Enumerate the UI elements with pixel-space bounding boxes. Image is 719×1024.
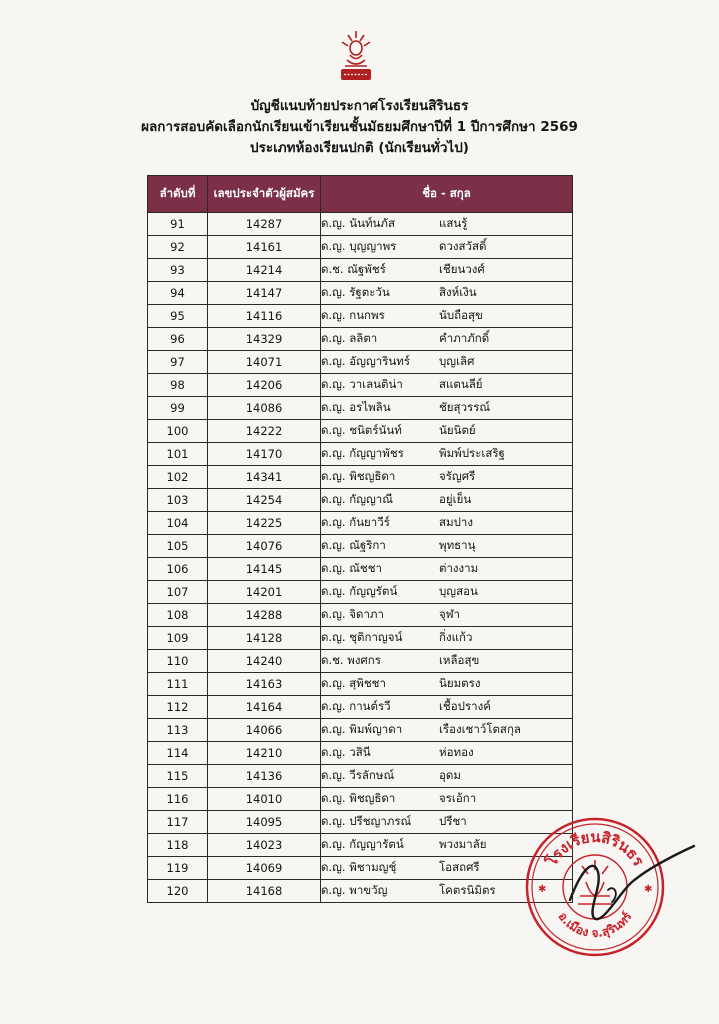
row-applicant-id-cell: 14168: [208, 880, 321, 903]
student-first-name: ด.ญ. วสินี: [321, 745, 371, 759]
student-first-name: ด.ญ. ชุติกาญจน์: [321, 630, 403, 644]
table-row: [148, 351, 573, 374]
row-order-cell: 104: [148, 512, 208, 535]
row-applicant-id-cell: 14128: [208, 627, 321, 650]
row-name-cell: [321, 696, 573, 719]
student-last-name: ดวงสวัสดิ์: [439, 239, 487, 253]
row-applicant-id-cell: 14076: [208, 535, 321, 558]
row-name-cell: [321, 374, 573, 397]
student-first-name: ด.ญ. กันยาวีร์: [321, 515, 390, 529]
student-last-name: อุดม: [439, 768, 461, 782]
table-row: [148, 742, 573, 765]
row-order-cell: 117: [148, 811, 208, 834]
row-name-cell: [321, 259, 573, 282]
row-name-cell: [321, 604, 573, 627]
row-applicant-id-cell: 14086: [208, 397, 321, 420]
row-name-cell: [321, 489, 573, 512]
signature-icon: [550, 830, 700, 930]
student-first-name: ด.ญ. กัญญาพัชร: [321, 446, 404, 460]
student-first-name: ด.ญ. กัญญารัตน์: [321, 837, 404, 851]
row-order-cell: 108: [148, 604, 208, 627]
table-row: [148, 535, 573, 558]
student-first-name: ด.ญ. รัฐตะวัน: [321, 285, 390, 299]
row-order-cell: 118: [148, 834, 208, 857]
row-order-cell: 114: [148, 742, 208, 765]
row-applicant-id-cell: 14225: [208, 512, 321, 535]
seal-top-text: โรงเรียนสิรินธร: [542, 827, 648, 870]
row-order-cell: 103: [148, 489, 208, 512]
table-row: [148, 857, 573, 880]
row-name-cell: [321, 420, 573, 443]
table-row: [148, 719, 573, 742]
table-row: [148, 558, 573, 581]
table-row: [148, 834, 573, 857]
row-order-cell: 97: [148, 351, 208, 374]
row-applicant-id-cell: 14170: [208, 443, 321, 466]
row-applicant-id-cell: 14214: [208, 259, 321, 282]
table-row: [148, 259, 573, 282]
row-order-cell: 94: [148, 282, 208, 305]
row-name-cell: [321, 466, 573, 489]
student-first-name: ด.ญ. กนกพร: [321, 308, 385, 322]
row-order-cell: 99: [148, 397, 208, 420]
row-applicant-id-cell: 14147: [208, 282, 321, 305]
row-order-cell: 120: [148, 880, 208, 903]
table-row: [148, 420, 573, 443]
student-last-name: คำภาภักดิ์: [439, 331, 490, 345]
student-last-name: ชัยสุวรรณ์: [439, 400, 491, 414]
row-applicant-id-cell: 14163: [208, 673, 321, 696]
row-name-cell: [321, 673, 573, 696]
student-first-name: ด.ญ. ปรีชญาภรณ์: [321, 814, 412, 828]
row-order-cell: 98: [148, 374, 208, 397]
student-last-name: บุญเลิศ: [439, 354, 475, 368]
student-first-name: ด.ช. ณัฐพัชร์: [321, 262, 386, 276]
student-last-name: นับถือสุข: [439, 308, 483, 322]
row-name-cell: [321, 535, 573, 558]
student-last-name: สมปาง: [439, 515, 473, 529]
row-name-cell: [321, 719, 573, 742]
row-order-cell: 113: [148, 719, 208, 742]
table-row: [148, 765, 573, 788]
table-header-row: [148, 176, 573, 213]
row-order-cell: 109: [148, 627, 208, 650]
student-first-name: ด.ญ. สุพิชชา: [321, 676, 386, 690]
row-order-cell: 96: [148, 328, 208, 351]
table-row: [148, 581, 573, 604]
row-order-cell: 92: [148, 236, 208, 259]
student-last-name: เชื้อปรางค์: [439, 699, 491, 713]
row-name-cell: [321, 282, 573, 305]
svg-text:✱: ✱: [538, 884, 547, 895]
student-last-name: จรเอ้กา: [439, 791, 477, 805]
row-name-cell: [321, 788, 573, 811]
row-order-cell: 95: [148, 305, 208, 328]
row-applicant-id-cell: 14095: [208, 811, 321, 834]
row-name-cell: [321, 305, 573, 328]
row-order-cell: 106: [148, 558, 208, 581]
table-row: [148, 627, 573, 650]
row-applicant-id-cell: 14329: [208, 328, 321, 351]
student-first-name: ด.ญ. อัญญารินทร์: [321, 354, 410, 368]
row-applicant-id-cell: 14201: [208, 581, 321, 604]
table-row: [148, 213, 573, 236]
student-first-name: ด.ญ. ลลิตา: [321, 331, 378, 345]
row-name-cell: [321, 650, 573, 673]
row-applicant-id-cell: 14288: [208, 604, 321, 627]
row-applicant-id-cell: 14145: [208, 558, 321, 581]
row-applicant-id-cell: 14136: [208, 765, 321, 788]
table-row: [148, 673, 573, 696]
student-first-name: ด.ญ. กานต์รวี: [321, 699, 391, 713]
table-row: [148, 811, 573, 834]
student-last-name: โคตรนิมิตร: [439, 883, 496, 897]
row-applicant-id-cell: 14210: [208, 742, 321, 765]
row-order-cell: 107: [148, 581, 208, 604]
document-title: บัญชีแนบท้ายประกาศโรงเรียนสิรินธร: [250, 98, 469, 114]
row-order-cell: 116: [148, 788, 208, 811]
student-last-name: แสนรู้: [439, 216, 468, 230]
row-applicant-id-cell: 14164: [208, 696, 321, 719]
row-applicant-id-cell: 14116: [208, 305, 321, 328]
row-order-cell: 105: [148, 535, 208, 558]
table-row: [148, 604, 573, 627]
student-last-name: พิมพ์ประเสริฐ: [439, 446, 505, 460]
row-order-cell: 115: [148, 765, 208, 788]
row-applicant-id-cell: 14023: [208, 834, 321, 857]
table-row: [148, 650, 573, 673]
row-applicant-id-cell: 14287: [208, 213, 321, 236]
document-category: ประเภทห้องเรียนปกติ (นักเรียนทั่วไป): [250, 140, 469, 156]
student-first-name: ด.ญ. บุญญาพร: [321, 239, 397, 253]
row-applicant-id-cell: 14066: [208, 719, 321, 742]
student-first-name: ด.ช. พงศกร: [321, 653, 381, 667]
student-last-name: เชียนวงศ์: [439, 262, 485, 276]
row-name-cell: [321, 328, 573, 351]
student-first-name: ด.ญ. วาเลนติน่า: [321, 377, 403, 391]
student-first-name: ด.ญ. จิดาภา: [321, 607, 384, 621]
table-row: [148, 512, 573, 535]
row-applicant-id-cell: 14240: [208, 650, 321, 673]
table-body: [148, 213, 573, 903]
student-first-name: ด.ญ. พิชญธิดา: [321, 791, 396, 805]
row-order-cell: 91: [148, 213, 208, 236]
row-applicant-id-cell: 14222: [208, 420, 321, 443]
row-applicant-id-cell: 14071: [208, 351, 321, 374]
row-applicant-id-cell: 14341: [208, 466, 321, 489]
row-order-cell: 100: [148, 420, 208, 443]
table-row: [148, 374, 573, 397]
document-subtitle: ผลการสอบคัดเลือกนักเรียนเข้าเรียนชั้นมัธยมศึกษาปีที่ 1 ปีการศึกษา 2569: [141, 119, 578, 135]
row-order-cell: 119: [148, 857, 208, 880]
student-last-name: สแตนลีย์: [439, 377, 483, 391]
row-name-cell: [321, 765, 573, 788]
row-applicant-id-cell: 14254: [208, 489, 321, 512]
student-first-name: ด.ญ. พิมพ์ญาดา: [321, 722, 403, 736]
student-first-name: ด.ญ. วีรลักษณ์: [321, 768, 395, 782]
table-row: [148, 443, 573, 466]
student-first-name: ด.ญ. พิชามญชุ์: [321, 860, 397, 874]
student-last-name: กิ่งแก้ว: [439, 630, 473, 644]
student-first-name: ด.ญ. ชนิตร์นันท์: [321, 423, 402, 437]
student-last-name: โอสถศรี: [439, 860, 480, 874]
row-name-cell: [321, 236, 573, 259]
student-first-name: ด.ญ. กัญญาณี: [321, 492, 393, 506]
student-list-table: [147, 175, 573, 903]
row-order-cell: 93: [148, 259, 208, 282]
row-order-cell: 110: [148, 650, 208, 673]
student-last-name: ปรีชา: [439, 814, 467, 828]
row-name-cell: [321, 742, 573, 765]
table-row: [148, 880, 573, 903]
student-last-name: ห่อทอง: [439, 745, 474, 759]
row-name-cell: [321, 351, 573, 374]
row-name-cell: [321, 512, 573, 535]
row-name-cell: [321, 581, 573, 604]
school-emblem-icon: [333, 28, 379, 86]
row-order-cell: 111: [148, 673, 208, 696]
row-order-cell: 102: [148, 466, 208, 489]
row-name-cell: [321, 213, 573, 236]
student-last-name: สิงห์เงิน: [439, 285, 477, 299]
row-name-cell: [321, 627, 573, 650]
row-order-cell: 112: [148, 696, 208, 719]
student-last-name: นัยนิตย์: [439, 423, 476, 437]
student-last-name: พวงมาลัย: [439, 837, 487, 851]
student-last-name: จรัญศรี: [439, 469, 476, 483]
row-name-cell: [321, 443, 573, 466]
student-first-name: ด.ญ. ณัชชา: [321, 561, 382, 575]
student-last-name: เหลือสุข: [439, 653, 480, 667]
student-last-name: บุญสอน: [439, 584, 478, 598]
student-last-name: ต่างงาม: [439, 561, 479, 575]
student-last-name: นิยมตรง: [439, 676, 481, 690]
row-name-cell: [321, 397, 573, 420]
student-first-name: ด.ญ. นันท์นภัส: [321, 216, 395, 230]
student-first-name: ด.ญ. อรไพลิน: [321, 400, 391, 414]
row-applicant-id-cell: 14206: [208, 374, 321, 397]
table-row: [148, 282, 573, 305]
table-row: [148, 466, 573, 489]
student-last-name: พุทธานุ: [439, 538, 476, 552]
student-first-name: ด.ญ. พิชญธิดา: [321, 469, 396, 483]
student-first-name: ด.ญ. กัญญรัตน์: [321, 584, 398, 598]
column-header-name: ชื่อ - สกุล: [321, 176, 573, 213]
table-row: [148, 696, 573, 719]
row-applicant-id-cell: 14010: [208, 788, 321, 811]
svg-text:✱: ✱: [644, 884, 653, 895]
table-row: [148, 328, 573, 351]
column-header-order: ลำดับที่: [148, 176, 208, 213]
row-applicant-id-cell: 14161: [208, 236, 321, 259]
student-last-name: อยู่เย็น: [439, 492, 472, 506]
table-row: [148, 489, 573, 512]
student-first-name: ด.ญ. พาขวัญ: [321, 883, 388, 897]
table-row: [148, 236, 573, 259]
student-first-name: ด.ญ. ณัฐริกา: [321, 538, 386, 552]
seal-bottom-text: อ.เมือง จ.สุรินทร์: [555, 909, 635, 940]
student-last-name: เรืองเชาว์โตสกุล: [439, 722, 521, 736]
row-applicant-id-cell: 14069: [208, 857, 321, 880]
table-row: [148, 305, 573, 328]
table-row: [148, 788, 573, 811]
row-name-cell: [321, 558, 573, 581]
student-last-name: จุฬา: [439, 607, 461, 621]
row-order-cell: 101: [148, 443, 208, 466]
table-row: [148, 397, 573, 420]
column-header-applicant-id: เลขประจำตัวผู้สมัคร: [208, 176, 321, 213]
